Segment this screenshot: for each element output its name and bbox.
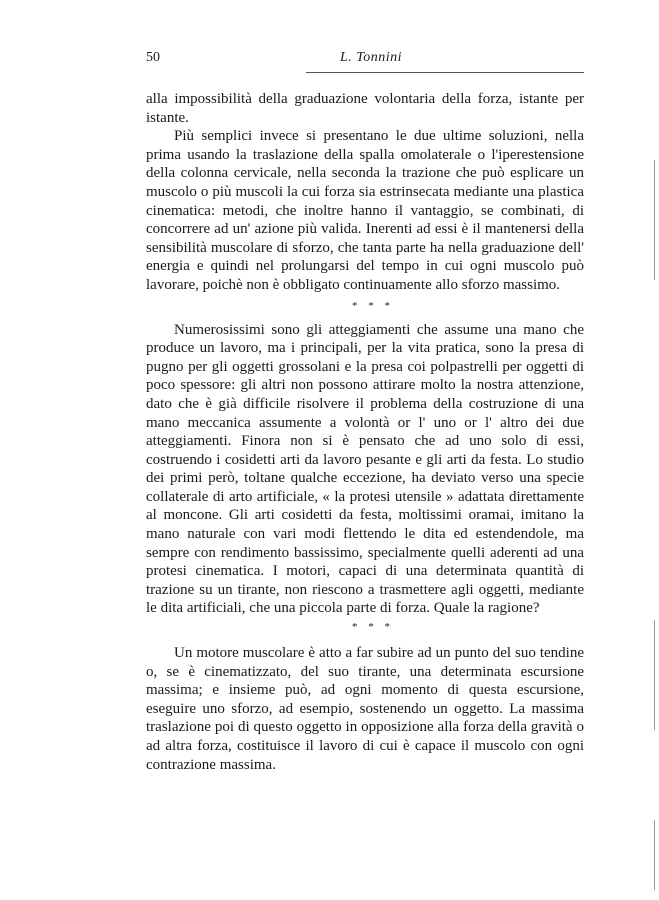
section-separator: * * * [352,299,394,312]
running-title: L. Tonnini [340,50,403,65]
scan-edge-mark [654,820,655,890]
page-header [146,48,584,70]
section-separator: * * * [352,621,394,634]
header-rule [306,72,584,73]
paragraph: Numerosissimi sono gli atteggiamenti che assume una mano che produce un lavoro, ma i principali, per la vita pratica, sono la presa di pugno per gli oggetti grossolani e la presa coi polpastrelli per oggetti di poco spessore: gli altri non possono attirare molto la nostra attenzione, dato che è già difficile risolvere il problema della costruzione di una mano meccanica assumente a volontà or l' uno or l' altro dei due atteggiamenti. Finora non si è pensato che ad uno solo di essi, costruendo i cosidetti arti da lavoro pesante e gli arti da festa. Lo studio dei primi però, toltane qualche eccezione, ha deviato verso una specie collaterale di arto artificiale, « la protesi utensile » adattata direttamente al moncone. Gli arti cosidetti da festa, moltissimi oramai, imitano la mano naturale con vari modi flettendo le dita ed estendendole, ma sempre con rendimento bassissimo, specialmente quelli aderenti ad una protesi cinematica. I motori, capaci di una determinata quantità di trazione su un tirante, non riescono a trasmettere agli oggetti, mediante le dita artificiali, che una piccola parte di forza. Quale la ragione? [146,321,584,617]
paragraph: Più semplici invece si presentano le due ultime soluzioni, nella prima usando la traslazione della spalla omolaterale o l'iperestensione della colonna cervicale, nella seconda la trazione che può esplicare un muscolo o più muscoli la cui forza sia estrinsecata mediante una plastica cinematica: metodi, che inoltre hanno il vantaggio, se combinati, di concorrere ad un' azione più valida. Inerenti ad essi è il mantenersi della sensibilità muscolare di sforzo, che tanta parte ha nella graduazione dell' energia e quindi nel prolungarsi del tempo in cui ogni muscolo può lavorare, poichè non è obbligato continuamente allo sforzo massimo. [146,128,584,293]
scan-edge-mark [654,160,655,280]
paragraph: Un motore muscolare è atto a far subire ad un punto del suo tendine o, se è cinematizzato, del suo tirante, una determinata escursione massima; e insieme può, ad ogni momento di questa escursione, eseguire uno sforzo, ad esempio, sostenendo un oggetto. La massima traslazione poi di questo oggetto in opposizione alla forza della gravità o ad altra forza, costituisce il lavoro di cui è capace il muscolo con ogni contrazione massima. [146,645,584,773]
paragraph: alla impossibilità della graduazione volontaria della forza, istante per istante. [146,91,584,126]
page-number: 50 [146,50,160,65]
scan-edge-mark [654,620,655,730]
body-text [146,90,584,774]
